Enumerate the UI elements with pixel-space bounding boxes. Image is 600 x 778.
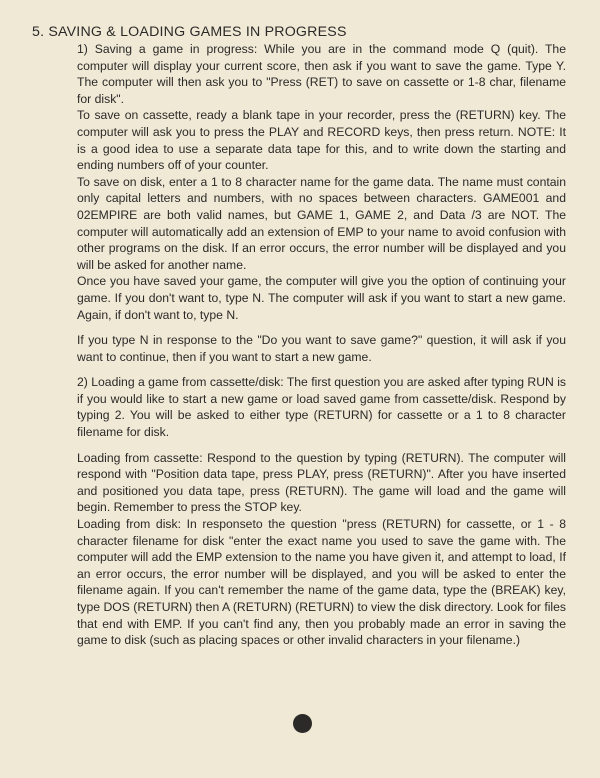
paragraph-load-disk: Loading from disk: In responseto the question "press (RETURN) for cassette, or 1 - 8 character filename for disk "enter the exact name you used to save the game with. The computer will add the EMP extension to the name you have given it, and attempt to load, If an error occurs, the error number will be displayed, and you will be asked to enter the filename again. If you can't remember the name of the game data, type the (BREAK) key, type DOS (RETURN) then A (RETURN) (RETURN) to view the disk directory. Look for files that end with EMP. If you can't find any, then you probably made an error in saving the game to disk (such as placing spaces or other invalid characters in your filename.) xyxy=(77,517,566,648)
paragraph-loading-intro: 2) Loading a game from cassette/disk: The first question you are asked after typing RUN is if you would like to start a new game or load saved game from cassette/disk. Respond by typing 2. You will be asked to either type (RETURN) for cassette or a 1 to 8 character filename for disk. xyxy=(77,375,566,440)
paragraph-load-cassette: Loading from cassette: Respond to the question by typing (RETURN). The computer will respond with "Position data tape, press PLAY, press (RETURN)". After you have inserted and positioned you data tape, press (RETURN). The game will load and the game will begin. Remember to press the STOP key. xyxy=(77,450,566,515)
page-marker-dot xyxy=(293,714,312,733)
paragraph-save-disk: To save on disk, enter a 1 to 8 character name for the game data. The name must contain only capital letters and numbers, with no spaces between characters. GAME001 and 02EMPIRE are both valid names, but GAME 1, GAME 2, and Data /3 are NOT. The computer will automatically add an extension of EMP to your name to avoid confusion with other programs on the disk. If an error occurs, the error number will be displayed and you will be asked for another name. xyxy=(77,174,566,272)
paragraph-continue-option: Once you have saved your game, the computer will give you the option of continuing your game. If you don't want to, type N. The computer will ask if you want to start a new game. Again, if don't want to, type N. xyxy=(77,274,566,322)
paragraph-saving-intro: 1) Saving a game in progress: While you are in the command mode Q (quit). The computer will display your current score, then ask if you want to save the game. Type Y. The computer will then ask you to "Press (RET) to save on cassette or 1-8 char, filename for disk". xyxy=(77,42,566,106)
section-heading: 5. SAVING & LOADING GAMES IN PROGRESS xyxy=(32,24,347,40)
paragraph-decline-save: If you type N in response to the "Do you want to save game?" question, it will ask if you want to continue, then if you want to start a new game. xyxy=(77,333,566,364)
paragraph-save-cassette: To save on cassette, ready a blank tape in your recorder, press the (RETURN) key. The computer will ask you to press the PLAY and RECORD keys, then press return. NOTE: It is a good idea to use a separate data tape for this, and to write down the starting and ending numbers off of your counter. xyxy=(77,108,566,173)
section-body xyxy=(77,41,566,649)
